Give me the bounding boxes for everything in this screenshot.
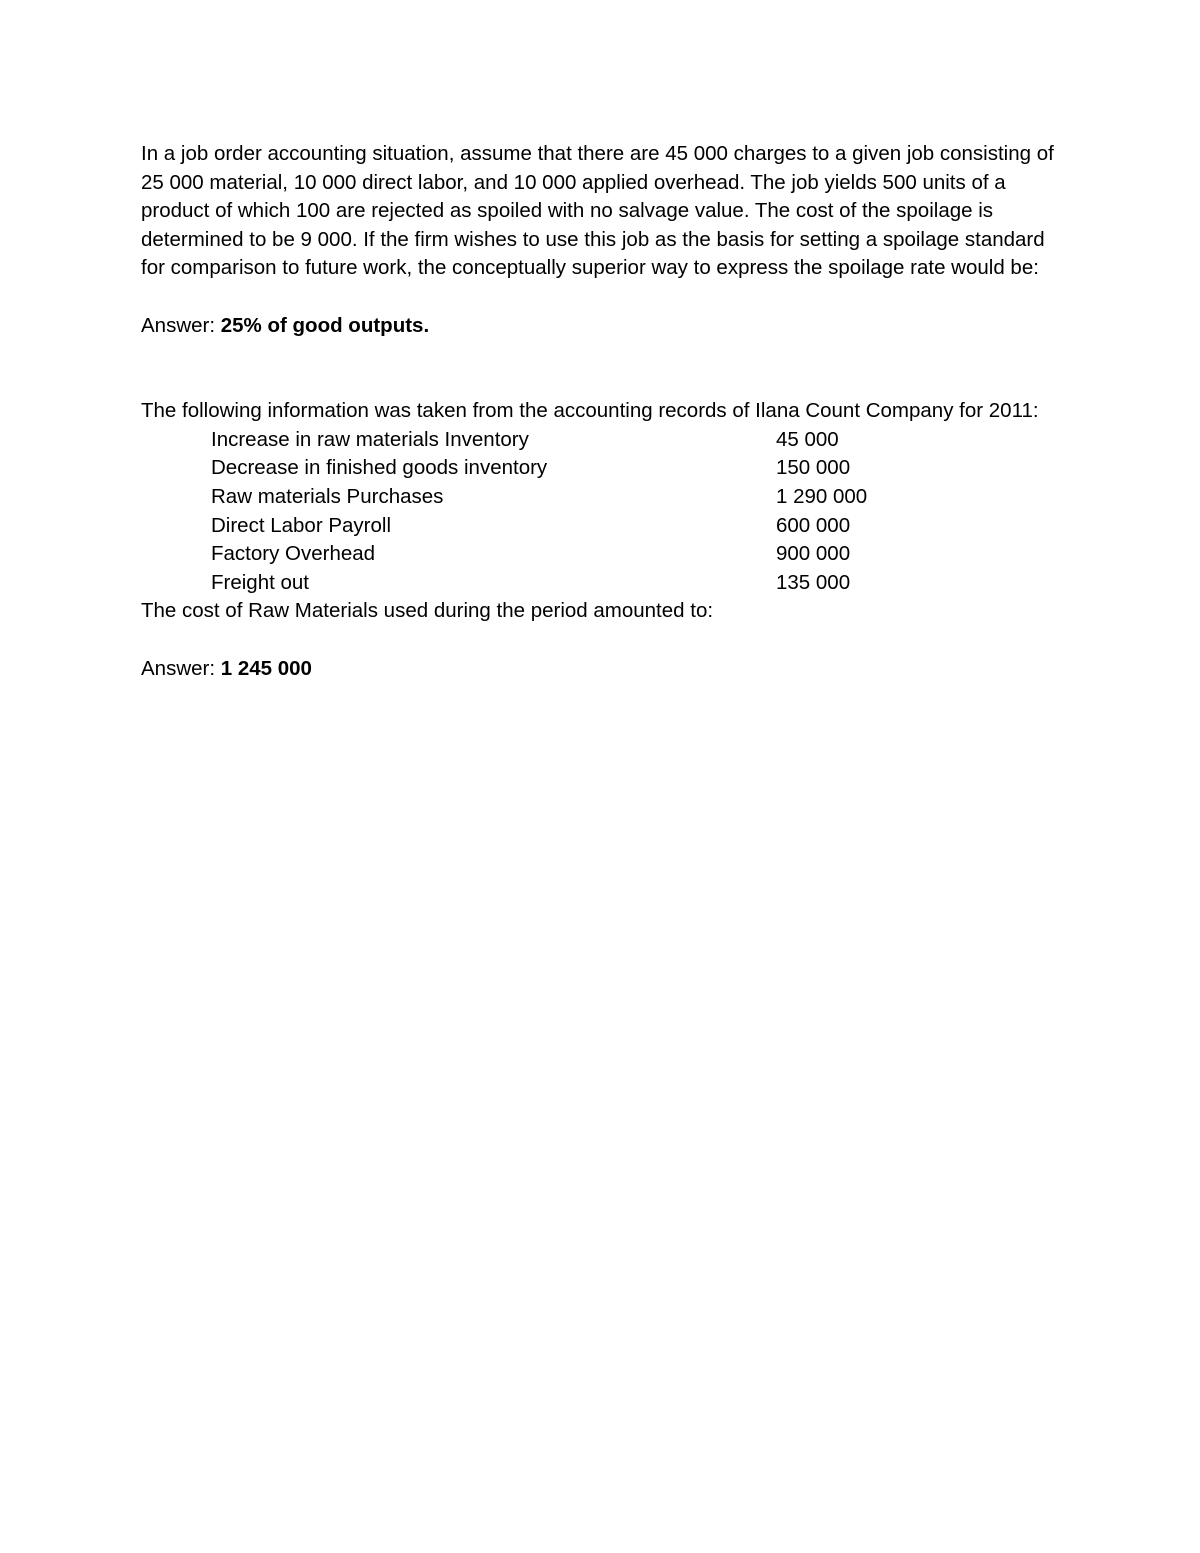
table-row <box>141 512 867 541</box>
item-label: Factory Overhead <box>211 542 376 566</box>
accounting-data-table <box>141 426 867 598</box>
question-2-intro: The following information was taken from the accounting records of Ilana Count Company for 2011: <box>141 399 1039 423</box>
table-row <box>141 426 867 455</box>
item-label: Increase in raw materials Inventory <box>211 427 529 451</box>
spacer <box>141 340 1061 397</box>
spacer <box>141 283 1061 312</box>
table-row <box>141 569 867 598</box>
item-value: 150 000 <box>776 456 851 480</box>
item-label: Raw materials Purchases <box>211 484 444 508</box>
item-label: Freight out <box>211 570 309 594</box>
table-row <box>141 540 867 569</box>
answer-2-label: Answer: <box>141 656 221 680</box>
item-value: 135 000 <box>776 570 851 594</box>
question-2-text: The cost of Raw Materials used during the period amounted to: <box>141 599 714 623</box>
table-row <box>141 454 867 483</box>
question-1-text: In a job order accounting situation, assume that there are 45 000 charges to a given job consisting of 25 000 material, 10 000 direct labor, and 10 000 applied overhead. The job yields 500 units of a product of which 100 are rejected as spoiled with no salvage value. The cost of the spoilage is determined to be 9 000. If the firm wishes to use this job as the basis for setting a spoilage standard for comparison to future work, the conceptually superior way to express the spoilage rate would be: <box>141 142 1054 280</box>
answer-1-label: Answer: <box>141 313 221 337</box>
item-value: 45 000 <box>776 427 839 451</box>
table-row <box>141 483 867 512</box>
item-label: Direct Labor Payroll <box>211 513 392 537</box>
answer-2-value: 1 245 000 <box>220 656 312 680</box>
item-label: Decrease in finished goods inventory <box>211 456 548 480</box>
answer-1 <box>141 312 1061 341</box>
spacer <box>141 626 1061 655</box>
document-content <box>141 140 1061 683</box>
answer-2 <box>141 655 1061 684</box>
answer-1-value: 25% of good outputs. <box>220 313 430 337</box>
item-value: 600 000 <box>776 513 851 537</box>
item-value: 1 290 000 <box>776 484 868 508</box>
item-value: 900 000 <box>776 542 851 566</box>
